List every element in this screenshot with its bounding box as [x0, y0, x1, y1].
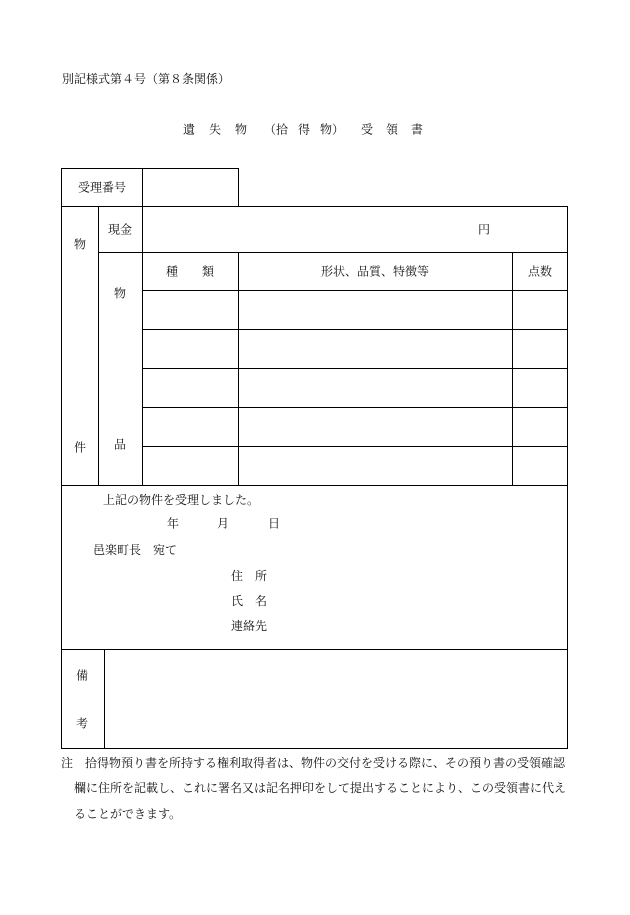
- footnote-line: 注 拾得物預り書を所持する権利取得者は、物件の交付を受ける際に、その預り書の受領確認: [61, 756, 566, 770]
- footnote-line: 欄に住所を記載し、これに署名又は記名押印をして提出することにより、この受領書に代え: [74, 781, 567, 795]
- confirmation-statement: 上記の物件を受理しました。: [103, 493, 260, 507]
- title-char: 物: [234, 122, 248, 137]
- footnote-line: ることができます。: [74, 807, 182, 821]
- year-label: 年: [166, 516, 180, 531]
- rule: [61, 168, 239, 169]
- title-char: 遺: [182, 122, 196, 137]
- rule: [142, 168, 143, 206]
- title-char: 書: [410, 122, 424, 137]
- rule: [61, 649, 568, 650]
- title-char: 失: [208, 122, 222, 137]
- name-label: 氏 名: [231, 594, 268, 608]
- item-label-top: 物: [73, 237, 87, 252]
- contact-label: 連絡先: [231, 619, 268, 633]
- goods-label-bottom: 品: [113, 437, 127, 452]
- address-label: 住 所: [231, 569, 268, 583]
- rule: [61, 168, 62, 748]
- item-label-bottom: 件: [73, 440, 87, 455]
- goods-header-description: 形状、品質、特徴等: [320, 264, 430, 279]
- rule: [98, 206, 99, 485]
- receipt-number-label: 受理番号: [77, 180, 127, 195]
- rule: [142, 407, 568, 408]
- addressee: 邑楽町長 宛て: [93, 543, 178, 557]
- rule: [61, 206, 568, 207]
- rule: [142, 290, 568, 291]
- cash-label: 現金: [107, 222, 133, 237]
- title-char: （拾: [263, 122, 289, 137]
- day-label: 日: [267, 516, 281, 531]
- rule: [142, 368, 568, 369]
- rule: [567, 206, 568, 748]
- title-char: 得: [297, 122, 311, 137]
- rule: [238, 168, 239, 206]
- goods-header-count: 点数: [527, 264, 553, 279]
- month-label: 月: [216, 516, 230, 531]
- rule: [61, 485, 568, 486]
- rule: [104, 649, 105, 748]
- title-char: 受: [360, 122, 374, 137]
- rule: [61, 748, 568, 749]
- rule: [142, 329, 568, 330]
- title-char: 物）: [319, 122, 345, 137]
- goods-header-type: 種 類: [165, 264, 215, 279]
- title-char: 領: [385, 122, 399, 137]
- remarks-label-top: 備: [75, 668, 89, 683]
- goods-label-top: 物: [113, 286, 127, 301]
- cash-unit: 円: [477, 222, 491, 237]
- rule: [142, 446, 568, 447]
- remarks-label-bottom: 考: [75, 716, 89, 731]
- rule: [98, 252, 568, 253]
- form-label: 別記様式第４号（第８条関係）: [62, 72, 231, 86]
- rule: [142, 206, 143, 485]
